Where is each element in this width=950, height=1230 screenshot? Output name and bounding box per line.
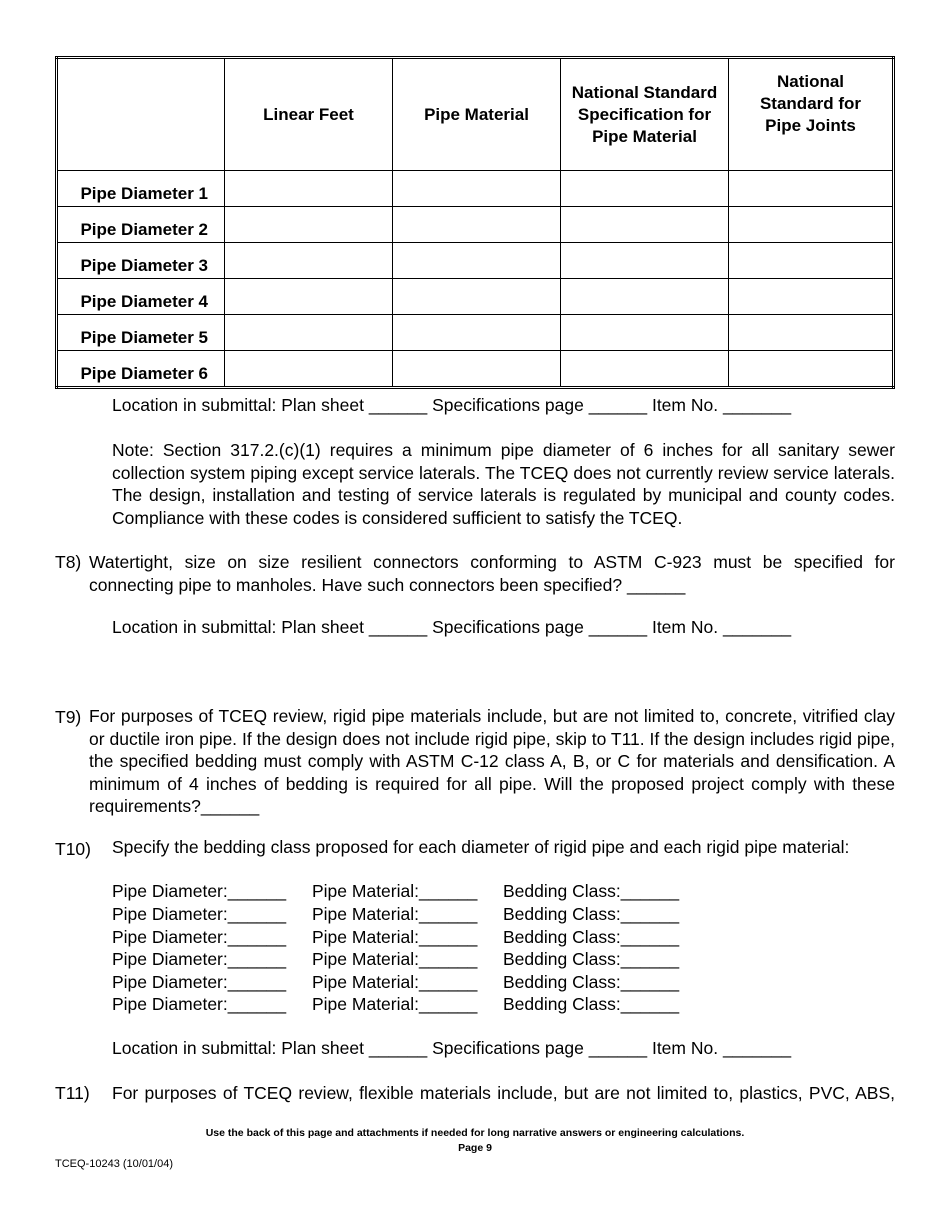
- bedding-class-field[interactable]: Bedding Class:______: [503, 972, 680, 992]
- table-cell[interactable]: [729, 315, 894, 351]
- table-cell[interactable]: [393, 171, 561, 207]
- table-cell[interactable]: [561, 315, 729, 351]
- pipe-diameter-field[interactable]: Pipe Diameter:______: [112, 994, 287, 1014]
- pipe-material-field[interactable]: Pipe Material:______: [312, 904, 478, 924]
- t8-text: Watertight, size on size resilient connectors conforming to ASTM C-923 must be specified for connecting pipe to manholes. Have such connectors been specified? ______: [89, 552, 895, 595]
- table-cell[interactable]: [561, 351, 729, 388]
- form-id: TCEQ-10243 (10/01/04): [55, 1158, 174, 1170]
- table-row: [57, 243, 894, 279]
- table-cell[interactable]: [225, 243, 393, 279]
- t9-text: For purposes of TCEQ review, rigid pipe materials include, but are not limited to, concrete, vitrified clay or ductile iron pipe. If the design does not include rigid pipe, skip to T11. If the design includes rigid pipe, the specified bedding must comply with ASTM C-12 class A, B, or C for materials and densification. A minimum of 4 inches of bedding is required for all pipe. Will the proposed project comply with these requirements?______: [89, 706, 895, 816]
- row-label: Pipe Diameter 2: [57, 207, 225, 243]
- table-cell[interactable]: [393, 207, 561, 243]
- bedding-class-field[interactable]: Bedding Class:______: [503, 904, 680, 924]
- table-cell[interactable]: [393, 351, 561, 388]
- bedding-class-field[interactable]: Bedding Class:______: [503, 881, 680, 901]
- table-cell[interactable]: [561, 243, 729, 279]
- table-cell[interactable]: [561, 171, 729, 207]
- table-cell[interactable]: [225, 171, 393, 207]
- pipe-material-field[interactable]: Pipe Material:______: [312, 949, 478, 969]
- table-cell[interactable]: [225, 279, 393, 315]
- table-cell[interactable]: [729, 351, 894, 388]
- row-label: Pipe Diameter 5: [57, 315, 225, 351]
- table-cell[interactable]: [561, 207, 729, 243]
- bedding-class-field[interactable]: Bedding Class:______: [503, 949, 680, 969]
- location-in-submittal-line: Location in submittal: Plan sheet ______ Specifications page ______ Item No. _______: [112, 1038, 792, 1058]
- table-cell[interactable]: [393, 315, 561, 351]
- t10-text: Specify the bedding class proposed for each diameter of rigid pipe and each rigid pipe material:: [112, 837, 850, 857]
- location-in-submittal-line: Location in submittal: Plan sheet ______ Specifications page ______ Item No. _______: [112, 395, 792, 415]
- location-in-submittal-line: Location in submittal: Plan sheet ______ Specifications page ______ Item No. _______: [112, 617, 792, 637]
- t10-label: T10): [55, 839, 91, 859]
- table-header-linear-feet: Linear Feet: [225, 58, 393, 171]
- page-number: Page 9: [458, 1142, 492, 1154]
- row-label: Pipe Diameter 4: [57, 279, 225, 315]
- pipe-diameter-field[interactable]: Pipe Diameter:______: [112, 904, 287, 924]
- table-cell[interactable]: [729, 243, 894, 279]
- table-cell[interactable]: [729, 279, 894, 315]
- table-row: [57, 351, 894, 388]
- table-cell[interactable]: [225, 315, 393, 351]
- t11-text: For purposes of TCEQ review, flexible materials include, but are not limited to, plastics, PVC, ABS,: [112, 1083, 895, 1103]
- table-cell[interactable]: [225, 207, 393, 243]
- footer-note: Use the back of this page and attachments if needed for long narrative answers or engineering calculations.: [205, 1127, 745, 1139]
- pipe-material-field[interactable]: Pipe Material:______: [312, 994, 478, 1014]
- table-cell[interactable]: [729, 171, 894, 207]
- pipe-diameter-field[interactable]: Pipe Diameter:______: [112, 949, 287, 969]
- pipe-material-field[interactable]: Pipe Material:______: [312, 881, 478, 901]
- table-header-spec-material: National Standard Specification for Pipe Material: [561, 58, 729, 171]
- bedding-class-field[interactable]: Bedding Class:______: [503, 994, 680, 1014]
- pipe-material-field[interactable]: Pipe Material:______: [312, 927, 478, 947]
- table-cell[interactable]: [225, 351, 393, 388]
- pipe-diameter-field[interactable]: Pipe Diameter:______: [112, 972, 287, 992]
- table-cell[interactable]: [561, 279, 729, 315]
- t8-label: T8): [55, 552, 82, 572]
- row-label: Pipe Diameter 6: [57, 351, 225, 388]
- t9-label: T9): [55, 707, 82, 727]
- table-cell[interactable]: [729, 207, 894, 243]
- table-row: [57, 171, 894, 207]
- table-header-pipe-material: Pipe Material: [393, 58, 561, 171]
- table-row: [57, 315, 894, 351]
- t11-label: T11): [55, 1083, 90, 1103]
- table-header-pipe-joints: National Standard for Pipe Joints: [729, 58, 894, 171]
- pipe-material-field[interactable]: Pipe Material:______: [312, 972, 478, 992]
- table-row: [57, 279, 894, 315]
- note-paragraph: Note: Section 317.2.(c)(1) requires a minimum pipe diameter of 6 inches for all sanitary sewer collection system piping except service laterals. The TCEQ does not currently review service laterals. The design, installation and testing of service laterals is regulated by municipal and county codes. Compliance with these codes is considered sufficient to satisfy the TCEQ.: [112, 440, 895, 528]
- bedding-class-field[interactable]: Bedding Class:______: [503, 927, 680, 947]
- pipe-diameter-field[interactable]: Pipe Diameter:______: [112, 881, 287, 901]
- row-label: Pipe Diameter 3: [57, 243, 225, 279]
- table-cell[interactable]: [393, 279, 561, 315]
- table-row: [57, 207, 894, 243]
- pipe-table: [55, 56, 895, 389]
- table-cell[interactable]: [393, 243, 561, 279]
- row-label: Pipe Diameter 1: [57, 171, 225, 207]
- table-header-empty: [57, 58, 225, 171]
- pipe-diameter-field[interactable]: Pipe Diameter:______: [112, 927, 287, 947]
